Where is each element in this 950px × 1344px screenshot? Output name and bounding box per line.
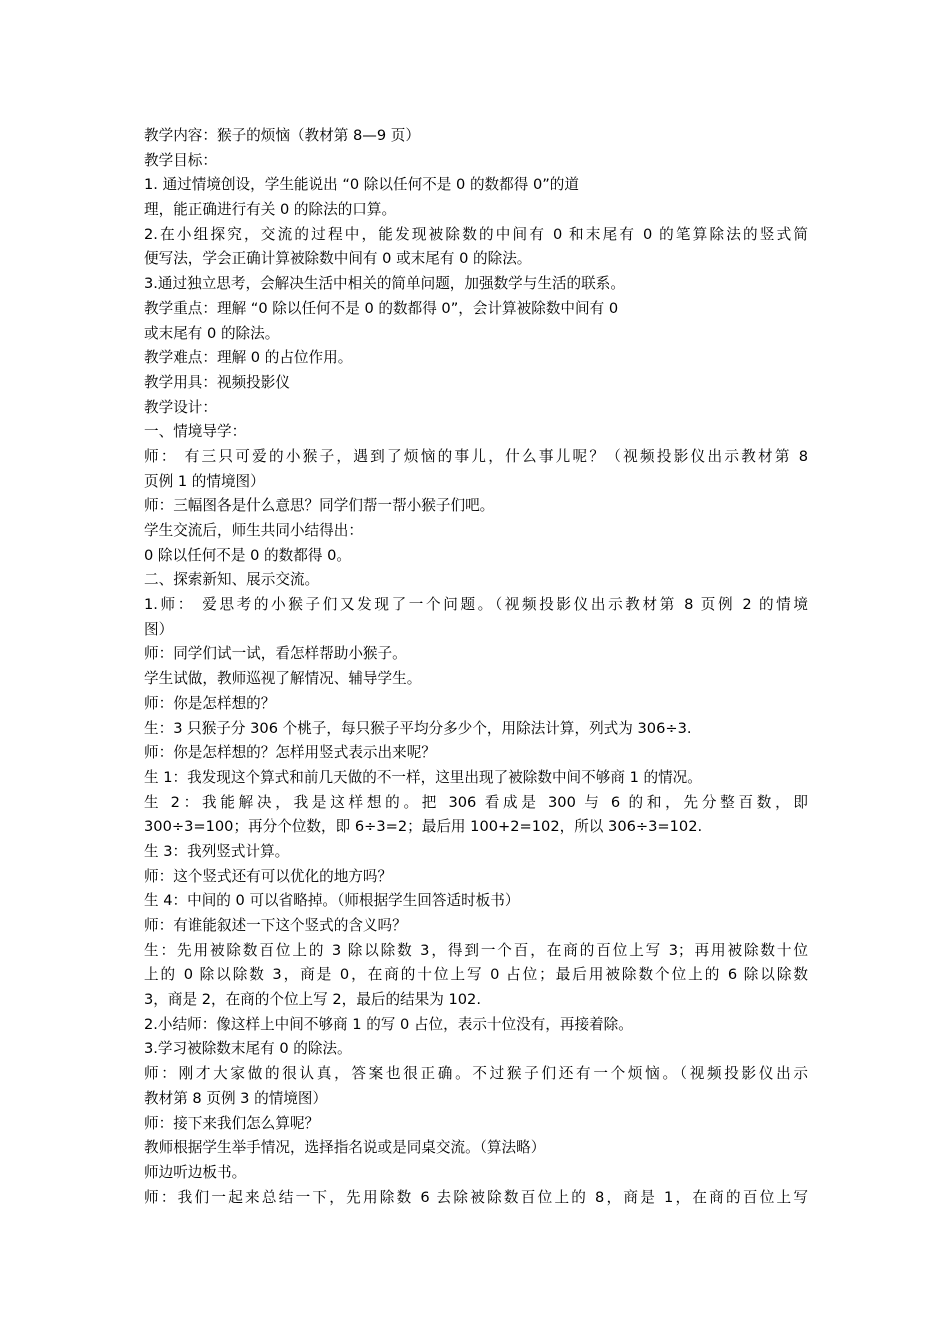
text-line: 上的 0 除以除数 3，商是 0，在商的十位上写 0 占位；最后用被除数个位上的 6 除以除数 — [144, 966, 808, 984]
text-line: 教学设计： — [144, 398, 217, 416]
text-line: 师：三幅图各是什么意思？同学们帮一帮小猴子们吧。 — [144, 497, 495, 515]
text-line: 生：3 只猴子分 306 个桃子，每只猴子平均分多少个，用除法计算，列式为 306÷3. — [144, 719, 692, 737]
text-line: 3.学习被除数末尾有 0 的除法。 — [144, 1040, 352, 1058]
text-line: 教学内容：猴子的烦恼（教材第 8—9 页） — [144, 127, 420, 144]
text-line: 师：有谁能叙述一下这个竖式的含义吗？ — [144, 917, 407, 934]
text-line: 教学难点：理解 0 的占位作用。 — [144, 349, 353, 367]
text-line: 师：刚才大家做的很认真，答案也很正确。不过猴子们还有一个烦恼。（视频投影仪出示 — [144, 1065, 808, 1083]
document-body — [144, 124, 808, 1210]
text-line: 或末尾有 0 的除法。 — [144, 324, 280, 342]
text-line: 生 3：我列竖式计算。 — [144, 842, 290, 860]
text-line: 2.小结师：像这样上中间不够商 1 的写 0 占位，表示十位没有，再接着除。 — [144, 1015, 633, 1033]
text-line: 教学重点：理解 “0 除以任何不是 0 的数都得 0”，会计算被除数中间有 0 — [144, 299, 619, 317]
text-line: 教学用具：视频投影仪 — [144, 373, 290, 391]
text-line: 师：这个竖式还有可以优化的地方吗？ — [144, 867, 393, 885]
text-line: 3.通过独立思考，会解决生活中相关的简单问题，加强数学与生活的联系。 — [144, 275, 625, 293]
text-line: 师边听边板书。 — [144, 1163, 247, 1181]
text-line: 0 除以任何不是 0 的数都得 0。 — [144, 546, 351, 564]
text-line: 师：你是怎样想的？怎样用竖式表示出来呢？ — [144, 744, 436, 762]
text-line: 师：你是怎样想的？ — [144, 694, 276, 712]
text-line: 教材第 8 页例 3 的情境图） — [144, 1089, 328, 1107]
text-line: 1. 通过情境创设，学生能说出 “0 除以任何不是 0 的数都得 0”的道 — [144, 176, 579, 194]
text-line: 页例 1 的情境图） — [144, 472, 265, 490]
text-line: 教师根据学生举手情况，选择指名说或是同桌交流。（算法略） — [144, 1139, 546, 1157]
text-line: 便写法，学会正确计算被除数中间有 0 或末尾有 0 的除法。 — [144, 250, 532, 268]
text-line: 学生交流后，师生共同小结得出： — [144, 522, 363, 539]
text-line: 理，能正确进行有关 0 的除法的口算。 — [144, 201, 397, 219]
text-line: 学生试做，教师巡视了解情况、辅导学生。 — [144, 670, 422, 688]
text-line: 3，商是 2，在商的个位上写 2，最后的结果为 102. — [144, 991, 481, 1009]
text-line: 师： 有三只可爱的小猴子，遇到了烦恼的事儿，什么事儿呢？（视频投影仪出示教材第 8 — [144, 447, 808, 465]
text-line: 师：接下来我们怎么算呢？ — [144, 1114, 320, 1132]
text-line: 300÷3=100；再分个位数，即 6÷3=2；最后用 100+2=102，所以 306÷3=102. — [144, 818, 703, 836]
text-line: 生：先用被除数百位上的 3 除以除数 3，得到一个百，在商的百位上写 3；再用被除数十位 — [144, 941, 808, 959]
text-line: 生 1：我发现这个算式和前几天做的不一样，这里出现了被除数中间不够商 1 的情况。 — [144, 768, 702, 786]
text-line: 图） — [144, 620, 174, 638]
text-line: 生 2：我能解决，我是这样想的。把 306 看成是 300 与 6 的和，先分整百数，即 — [144, 793, 808, 811]
text-line: 生 4：中间的 0 可以省略掉。（师根据学生回答适时板书） — [144, 892, 520, 910]
text-line: 二、探索新知、展示交流。 — [144, 571, 320, 589]
text-line: 师：同学们试一试，看怎样帮助小猴子。 — [144, 645, 407, 663]
text-line: 2.在小组探究，交流的过程中，能发现被除数的中间有 0 和末尾有 0 的笔算除法的竖式简 — [144, 225, 808, 243]
text-line: 1.师： 爱思考的小猴子们又发现了一个问题。（视频投影仪出示教材第 8 页例 2 的情境 — [144, 596, 808, 614]
text-line: 师：我们一起来总结一下，先用除数 6 去除被除数百位上的 8，商是 1，在商的百位上写 — [144, 1188, 808, 1206]
text-line: 教学目标： — [144, 151, 217, 169]
text-line: 一、情境导学： — [144, 423, 247, 441]
